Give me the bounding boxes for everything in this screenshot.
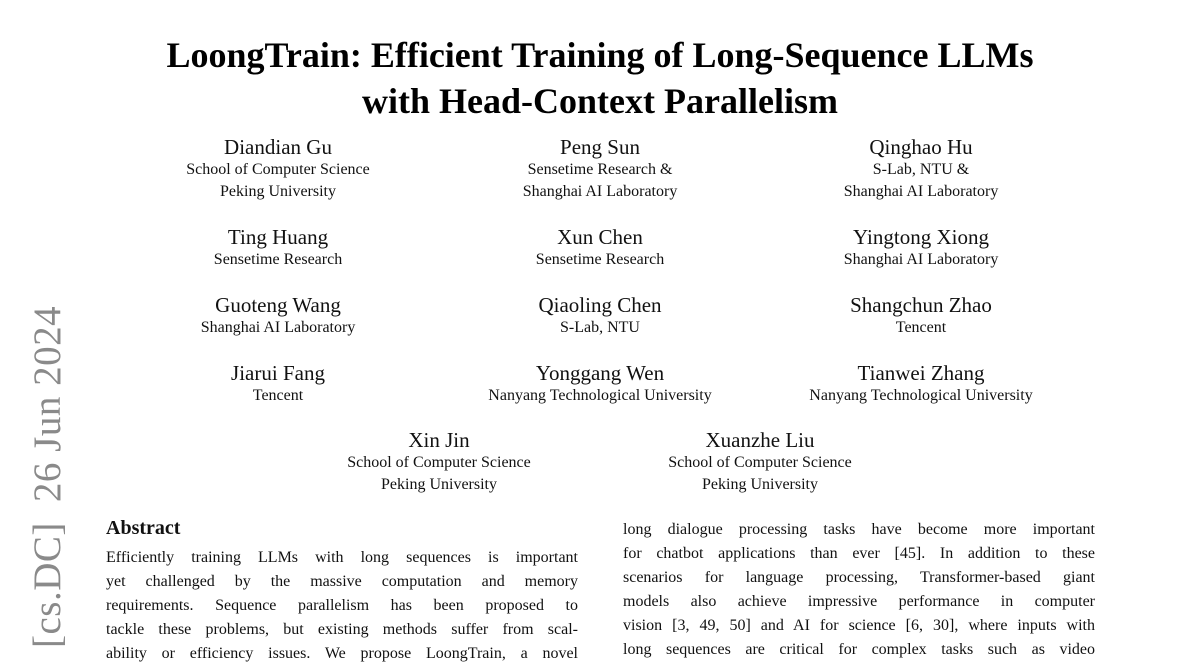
- author-name: Ting Huang: [227, 225, 329, 249]
- title-line-2: with Head-Context Parallelism: [362, 81, 838, 121]
- intro-line: for chatbot applications than ever [45]. In addition to these: [623, 545, 1095, 562]
- author-name: Tianwei Zhang: [857, 361, 985, 385]
- author-block: [118, 293, 438, 339]
- intro-line: models also achieve impressive performance in computer: [623, 593, 1095, 610]
- author-block: [761, 361, 1081, 407]
- abstract-line: tackle these problems, but existing methods suffer from scal-: [106, 621, 578, 638]
- author-name: Qinghao Hu: [869, 135, 973, 159]
- author-block: [440, 225, 760, 271]
- author-block: [118, 135, 438, 203]
- author-block: [761, 225, 1081, 271]
- author-name: Peng Sun: [560, 135, 640, 159]
- author-name: Xun Chen: [557, 225, 643, 249]
- author-affiliation: Shanghai AI Laboratory: [200, 319, 356, 336]
- author-affiliation: Tencent: [252, 387, 304, 404]
- abstract-line: ability or efficiency issues. We propose LoongTrain, a novel: [106, 645, 578, 662]
- author-affiliation: Shanghai AI Laboratory: [522, 183, 678, 200]
- author-affiliation: School of Computer Science: [186, 161, 370, 178]
- author-affiliation: Sensetime Research &: [527, 161, 673, 178]
- author-affiliation: Peking University: [702, 476, 818, 493]
- author-affiliation: S-Lab, NTU &: [872, 161, 970, 178]
- author-name: Qiaoling Chen: [538, 293, 662, 317]
- author-block: [440, 293, 760, 339]
- author-name: Guoteng Wang: [215, 293, 341, 317]
- author-affiliation: Sensetime Research: [535, 251, 665, 268]
- author-name: Diandian Gu: [224, 135, 332, 159]
- intro-line: long dialogue processing tasks have become more important: [623, 521, 1095, 538]
- intro-line: scenarios for language processing, Transformer-based giant: [623, 569, 1095, 586]
- author-affiliation: School of Computer Science: [668, 454, 852, 471]
- author-affiliation: Sensetime Research: [213, 251, 343, 268]
- paper-title: [60, 32, 1140, 124]
- abstract-line: yet challenged by the massive computation and memory: [106, 573, 578, 590]
- arxiv-stamp: [28, 306, 67, 648]
- abstract-line: requirements. Sequence parallelism has been proposed to: [106, 597, 578, 614]
- arxiv-date: 26 Jun 2024: [26, 305, 69, 503]
- author-affiliation: Tencent: [895, 319, 947, 336]
- author-block: [600, 428, 920, 496]
- intro-body: [623, 518, 1095, 662]
- author-affiliation: Peking University: [220, 183, 336, 200]
- abstract-body: [106, 546, 578, 666]
- author-block: [440, 135, 760, 203]
- author-block: [279, 428, 599, 496]
- author-block: [440, 361, 760, 407]
- abstract-line: Efficiently training LLMs with long sequences is important: [106, 549, 578, 566]
- author-block: [761, 135, 1081, 203]
- author-name: Jiarui Fang: [231, 361, 325, 385]
- author-name: Yonggang Wen: [535, 361, 665, 385]
- author-name: Shangchun Zhao: [850, 293, 992, 317]
- author-affiliation: School of Computer Science: [347, 454, 531, 471]
- intro-line: long sequences are critical for complex tasks such as video: [623, 641, 1095, 658]
- author-name: Xuanzhe Liu: [705, 428, 815, 452]
- title-line-1: LoongTrain: Efficient Training of Long-Sequence LLMs: [166, 35, 1034, 75]
- author-affiliation: Shanghai AI Laboratory: [843, 183, 999, 200]
- arxiv-category: [cs.DC]: [26, 522, 69, 648]
- author-name: Xin Jin: [408, 428, 470, 452]
- author-block: [118, 361, 438, 407]
- author-block: [761, 293, 1081, 339]
- author-affiliation: Nanyang Technological University: [488, 387, 712, 404]
- author-name: Yingtong Xiong: [853, 225, 989, 249]
- author-affiliation: Nanyang Technological University: [809, 387, 1033, 404]
- author-block: [118, 225, 438, 271]
- author-affiliation: S-Lab, NTU: [560, 319, 640, 336]
- abstract-heading: Abstract: [106, 517, 181, 539]
- author-affiliation: Shanghai AI Laboratory: [843, 251, 999, 268]
- intro-line: vision [3, 49, 50] and AI for science [6, 30], where inputs with: [623, 617, 1095, 634]
- author-affiliation: Peking University: [381, 476, 497, 493]
